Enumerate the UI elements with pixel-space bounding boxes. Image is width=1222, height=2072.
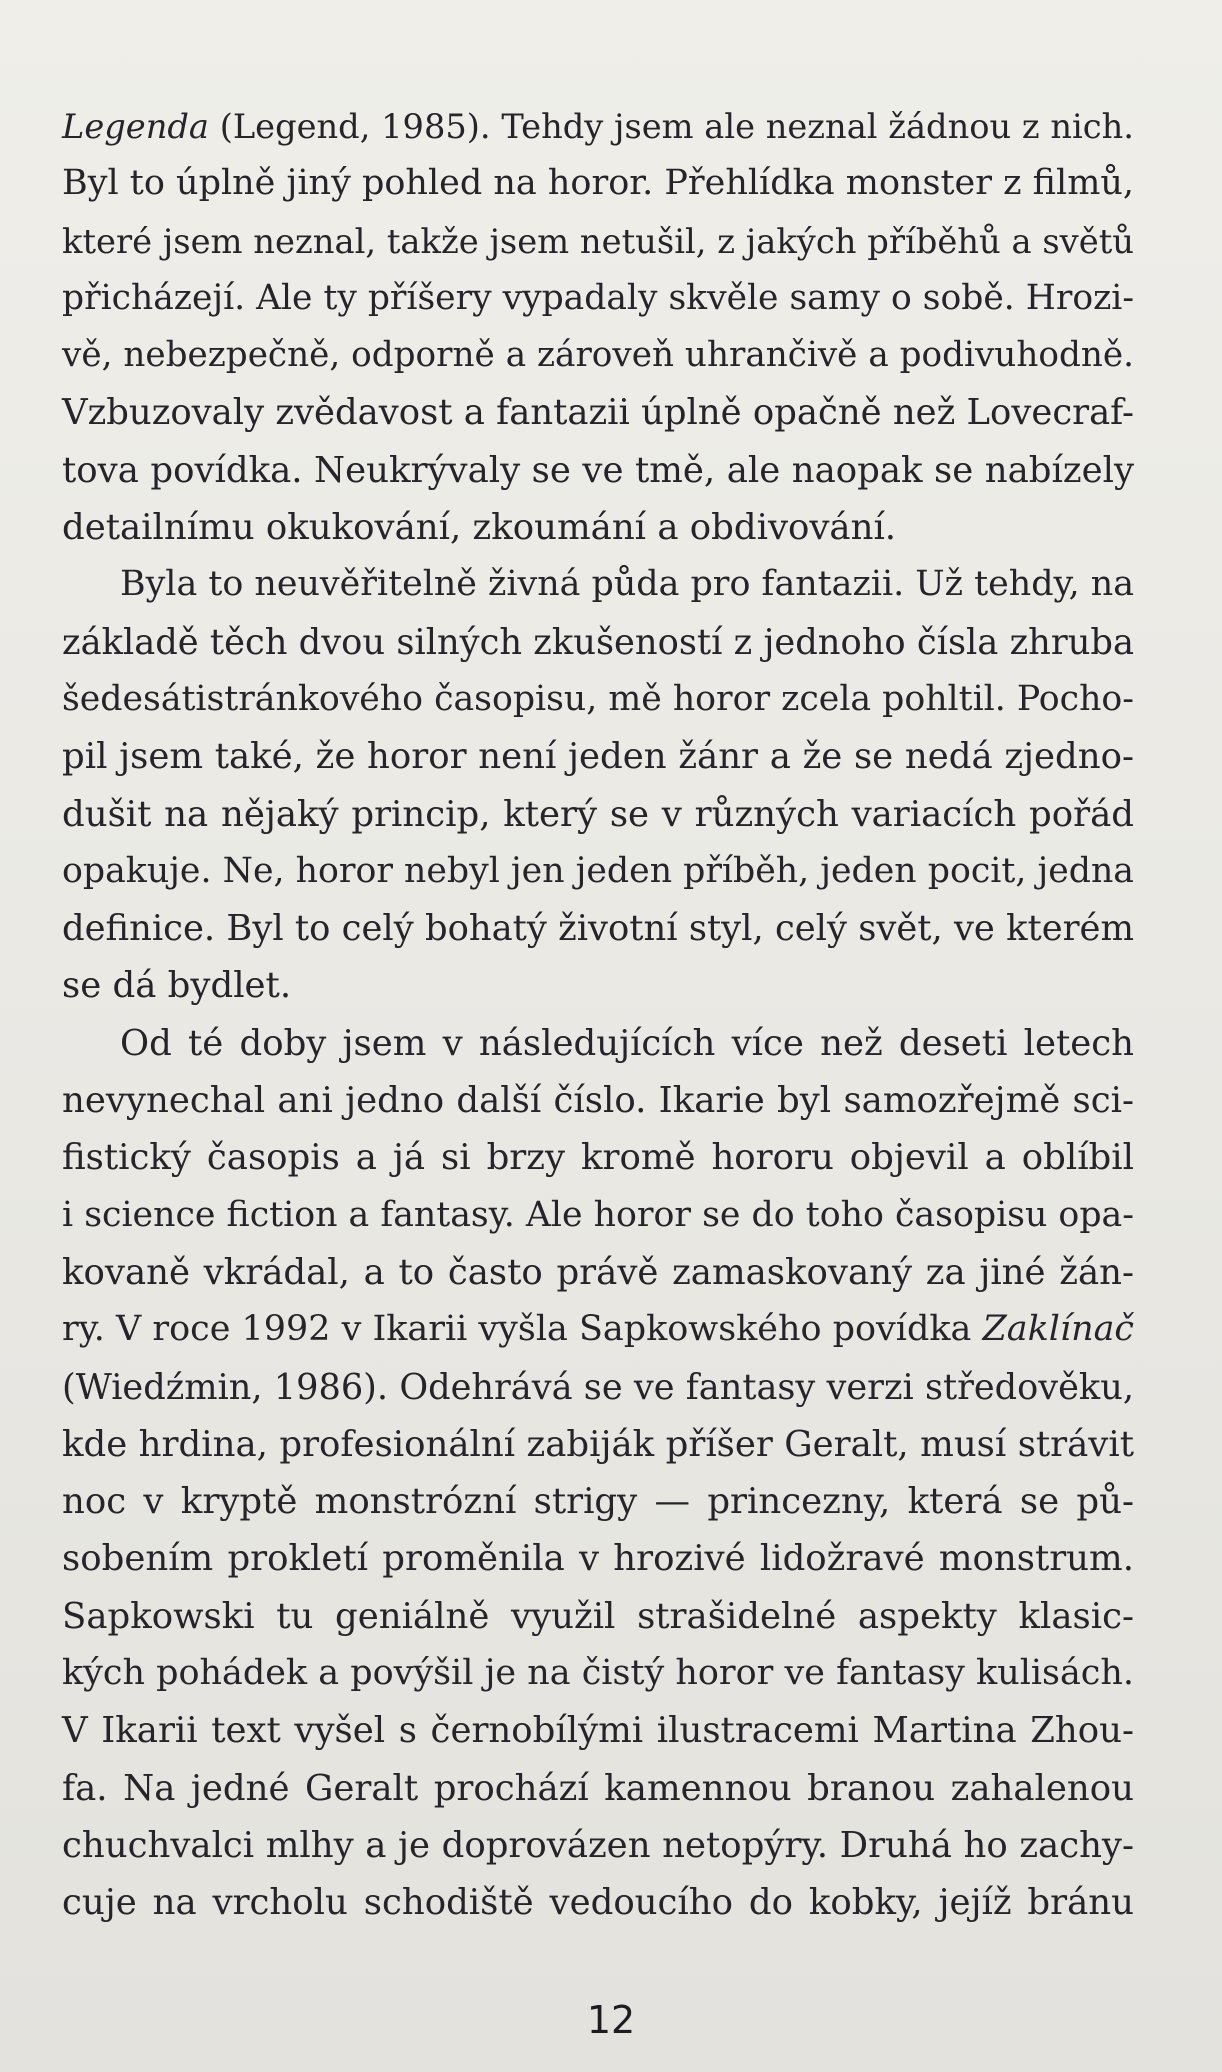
text-line: definice. Byl to celý bohatý životní styl, celý svět, ve kterém [62, 908, 1134, 950]
text-line: fa. Na jedné Geralt prochází kamennou branou zahalenou [62, 1767, 1134, 1809]
text-line: základě těch dvou silných zkušeností z jednoho čísla zhruba [62, 621, 1134, 663]
text-line: které jsem neznal, takže jsem netušil, z jakých příběhů a světů [62, 221, 1134, 261]
text-line: Sapkowski tu geniálně využil strašidelné aspekty klasic- [62, 1595, 1134, 1637]
text-line: Byl to úplně jiný pohled na horor. Přehlídka monster z filmů, [62, 163, 1134, 204]
text-line: Byla to neuvěřitelně živná půda pro fantazii. Už tehdy, na [120, 564, 1134, 605]
text-line: (Wiedźmin, 1986). Odehrává se ve fantasy verzi středověku, [62, 1366, 1134, 1408]
italic-title: Zaklínač [982, 1309, 1134, 1350]
text-line: kovaně vkrádal, a to často právě zamaskovaný za jiné žán- [62, 1251, 1134, 1293]
text-line: detailnímu okukování, zkoumání a obdivování. [62, 507, 897, 549]
text-line: šedesátistránkového časopisu, mě horor zcela pohltil. Pocho- [62, 678, 1134, 719]
text-line: V Ikarii text vyšel s černobílými ilustracemi Martina Zhou- [62, 1710, 1134, 1752]
text-line: Vzbuzovaly zvědavost a fantazii úplně opačně než Lovecraf- [62, 392, 1134, 434]
body-text [62, 98, 1134, 1932]
text-line: i science fiction a fantasy. Ale horor se do toho časopisu opa- [62, 1194, 1134, 1235]
page-number: 12 [586, 1998, 636, 2042]
text-line: cuje na vrcholu schodiště vedoucího do kobky, jejíž bránu [62, 1882, 1134, 1924]
text-segment: (Legend, 1985). Tehdy jsem ale neznal žádnou z nich. [208, 107, 1134, 146]
text-line: noc v kryptě monstrózní strigy — princezny, která se pů- [62, 1481, 1134, 1523]
text-line: Od té doby jsem v následujících více než deseti letech [120, 1022, 1134, 1064]
text-line: fistický časopis a já si brzy kromě hororu objevil a oblíbil [62, 1137, 1134, 1179]
text-segment: ry. V roce 1992 v Ikarii vyšla Sapkowského povídka [62, 1309, 983, 1350]
text-line [62, 1301, 1134, 1358]
text-line: dušit na nějaký princip, který se v různých variacích pořád [62, 793, 1134, 835]
italic-title: Legenda [62, 107, 209, 146]
text-line [62, 98, 1134, 155]
text-line: se dá bydlet. [62, 965, 292, 1007]
text-line: pil jsem také, že horor není jeden žánr a že se nedá zjedno- [62, 736, 1134, 778]
text-line: přicházejí. Ale ty příšery vypadaly skvěle samy o sobě. Hrozi- [62, 277, 1134, 318]
text-line: tova povídka. Neukrývaly se ve tmě, ale naopak se nabízely [62, 449, 1134, 491]
text-line: sobením prokletí proměnila v hrozivé lidožravé monstrum. [62, 1538, 1134, 1580]
text-line: chuchvalci mlhy a je doprovázen netopýry. Druhá ho zachy- [62, 1824, 1134, 1866]
text-line: kých pohádek a povýšil je na čistý horor ve fantasy kulisách. [62, 1653, 1134, 1694]
text-line: vě, nebezpečně, odporně a zároveň uhrančivě a podivuhodně. [62, 335, 1134, 376]
text-line: kde hrdina, profesionální zabiják příšer Geralt, musí strávit [62, 1423, 1134, 1465]
text-line: nevynechal ani jedno další číslo. Ikarie byl samozřejmě sci- [62, 1080, 1134, 1122]
text-line: opakuje. Ne, horor nebyl jen jeden příběh, jeden pocit, jedna [62, 850, 1134, 891]
